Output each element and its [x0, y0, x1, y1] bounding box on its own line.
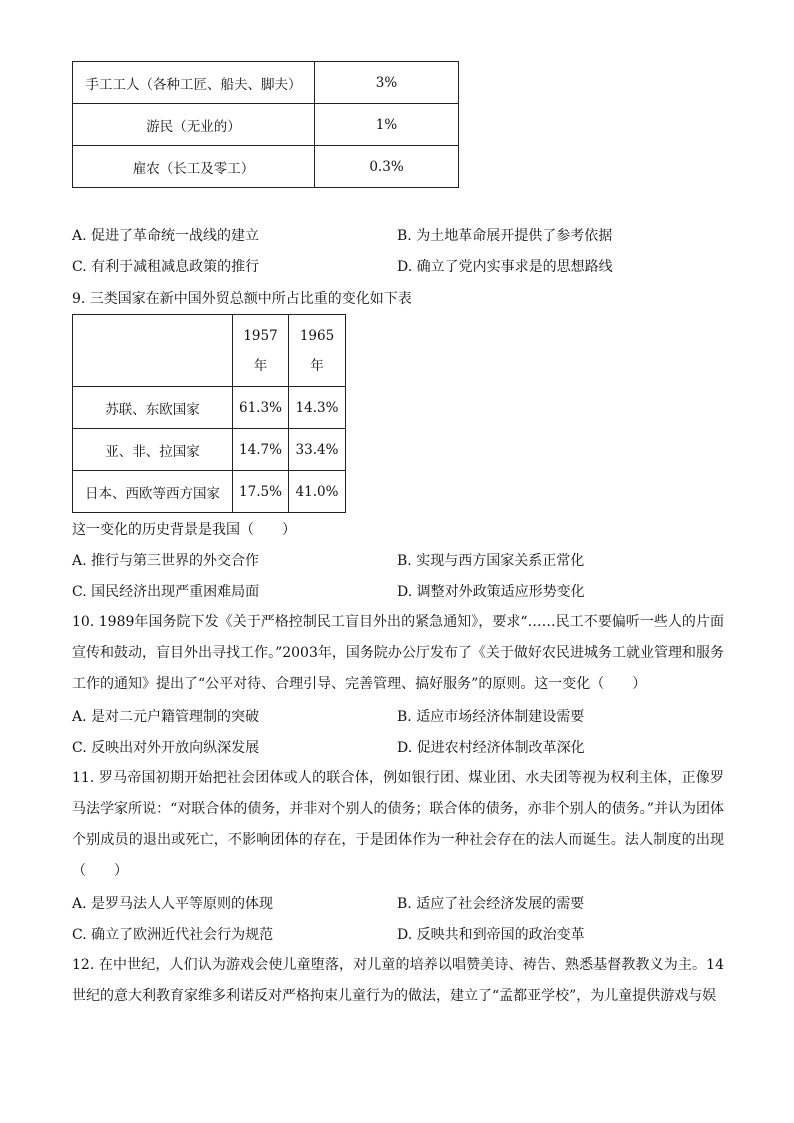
table-header-cell — [289, 315, 346, 387]
option-a[interactable]: A. 是对二元户籍管理制的突破 — [72, 709, 260, 725]
year-1965: 1965 年 — [299, 327, 335, 374]
table-row — [73, 387, 346, 429]
table-row — [73, 146, 459, 188]
table-cell: 游民（无业的） — [73, 104, 315, 146]
table-cell: 17.5% — [233, 471, 289, 513]
table-row — [73, 104, 459, 146]
table-cell: 手工工人（各种工匠、船夫、脚夫） — [73, 62, 315, 104]
option-d[interactable]: D. 确立了党内实事求是的思想路线 — [397, 259, 613, 275]
option-a[interactable]: A. 是罗马法人人平等原则的体现 — [72, 896, 274, 912]
table-cell — [73, 315, 233, 387]
trade-table — [72, 314, 346, 513]
table-cell: 1% — [315, 104, 459, 146]
year-1957: 1957 年 — [243, 327, 278, 374]
option-b[interactable]: B. 实现与西方国家关系正常化 — [397, 553, 585, 569]
table-cell: 苏联、东欧国家 — [73, 387, 233, 429]
table-cell: 41.0% — [289, 471, 346, 513]
option-d[interactable]: D. 反映共和到帝国的政治变革 — [397, 927, 585, 943]
option-a[interactable]: A. 促进了革命统一战线的建立 — [72, 228, 260, 244]
option-b[interactable]: B. 适应了社会经济发展的需要 — [397, 896, 585, 912]
question-text: 这一变化的历史背景是我国（ ） — [72, 522, 296, 538]
table-cell: 14.3% — [289, 387, 346, 429]
table-cell: 雇农（长工及零工） — [73, 146, 315, 188]
table-cell: 61.3% — [233, 387, 289, 429]
table-cell: 0.3% — [315, 146, 459, 188]
option-c[interactable]: C. 确立了欧洲近代社会行为规范 — [72, 927, 274, 943]
option-b[interactable]: B. 适应市场经济体制建设需要 — [397, 709, 585, 725]
table-cell: 亚、非、拉国家 — [73, 429, 233, 471]
table-row — [73, 62, 459, 104]
option-d[interactable]: D. 促进农村经济体制改革深化 — [397, 740, 585, 756]
table-header-cell — [233, 315, 289, 387]
option-b[interactable]: B. 为土地革命展开提供了参考依据 — [397, 228, 613, 244]
option-a[interactable]: A. 推行与第三世界的外交合作 — [72, 553, 260, 569]
table-row — [73, 429, 346, 471]
question-stem: 11. 罗马帝国初期开始把社会团体或人的联合体，例如银行团、煤业团、水夫团等视为权利主体，正像罗马法学家所说：“对联合体的债务，并非对个别人的债务；联合体的债务，亦非个别人的债务。”并认为团体个别成员的退出或死亡，不影响团体的存在，于是团体作为一种社会存在的法人而诞生。法人制度的出现（ ） — [72, 770, 724, 879]
question-stem: 9. 三类国家在新中国外贸总额中所占比重的变化如下表 — [72, 291, 412, 307]
question-stem: 12. 在中世纪，人们认为游戏会使儿童堕落，对儿童的培养以唱赞美诗、祷告、熟悉基督教教义为主。14世纪的意大利教育家维多利诺反对严格拘束儿童行为的做法，建立了“孟都亚学校”，为儿童提供游戏与娱 — [72, 957, 724, 1004]
table-cell: 日本、西欧等西方国家 — [73, 471, 233, 513]
question-stem: 10. 1989年国务院下发《关于严格控制民工盲目外出的紧急通知》，要求“……民工不要偏听一些人的片面宣传和鼓动，盲目外出寻找工作。”2003年，国务院办公厅发布了《关于做好农民进城务工就业管理和服务工作的通知》提出了“公平对待、合理引导、完善管理、搞好服务”的原则。这一变化（ ） — [72, 614, 724, 692]
table-row — [73, 471, 346, 513]
table-cell: 33.4% — [289, 429, 346, 471]
table-cell: 3% — [315, 62, 459, 104]
table-row — [73, 315, 346, 387]
occupation-table — [72, 61, 459, 188]
option-c[interactable]: C. 反映出对外开放向纵深发展 — [72, 740, 260, 756]
option-c[interactable]: C. 国民经济出现严重困难局面 — [72, 584, 260, 600]
option-c[interactable]: C. 有利于减租减息政策的推行 — [72, 259, 260, 275]
table-cell: 14.7% — [233, 429, 289, 471]
option-d[interactable]: D. 调整对外政策适应形势变化 — [397, 584, 585, 600]
